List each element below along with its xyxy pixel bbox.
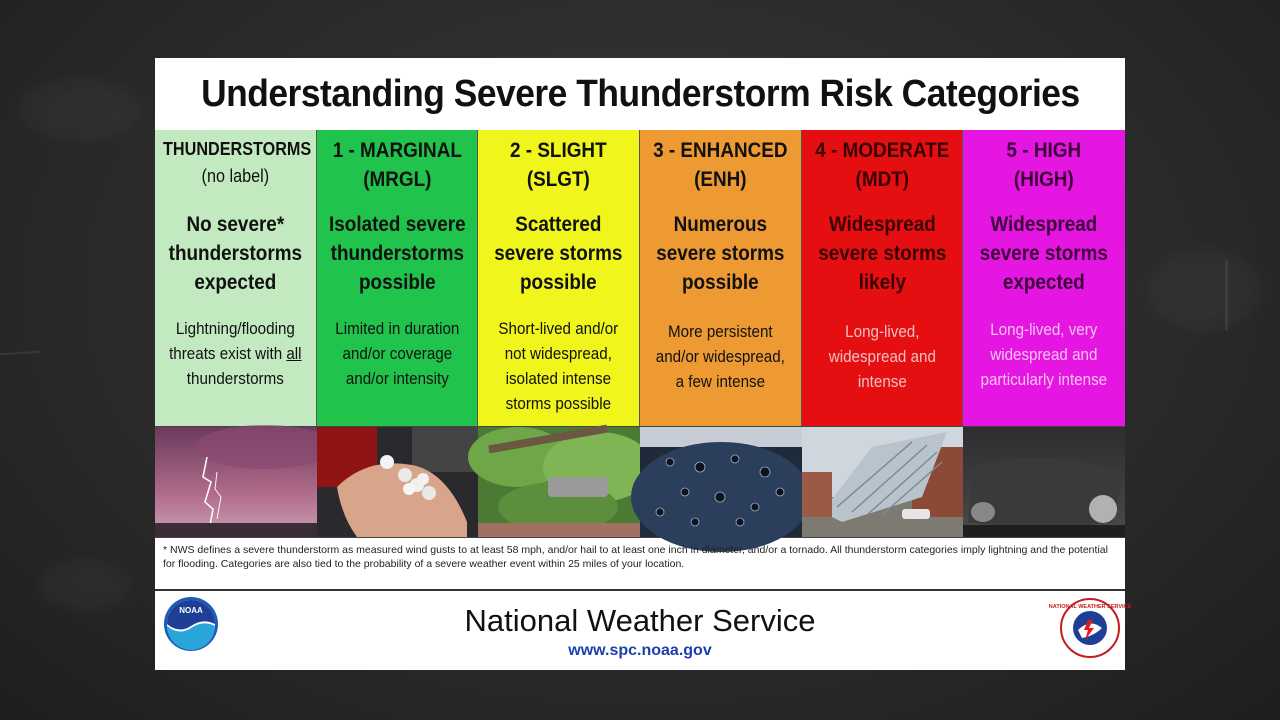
summary-line: severe storms bbox=[817, 242, 947, 265]
heading-line: 5 - HIGH bbox=[1006, 139, 1082, 162]
desc-line: Long-lived, bbox=[844, 323, 920, 341]
summary-line: likely bbox=[858, 271, 906, 294]
category-summary bbox=[163, 210, 308, 297]
heading-line: 3 - ENHANCED bbox=[653, 139, 788, 162]
heading-line: (ENH) bbox=[694, 168, 747, 191]
nws-logo bbox=[1048, 598, 1132, 658]
risk-category-card bbox=[155, 58, 1132, 670]
category-summary bbox=[325, 210, 470, 297]
desc-line: and/or coverage bbox=[342, 345, 452, 363]
website-link[interactable]: www.spc.noaa.gov bbox=[568, 642, 712, 659]
heading-line: (SLGT) bbox=[527, 168, 591, 191]
desc-line-part: threats exist with bbox=[169, 345, 287, 363]
category-description bbox=[808, 320, 956, 395]
category-slight bbox=[478, 130, 640, 426]
desc-line: a few intense bbox=[675, 373, 766, 391]
desc-line: particularly intense bbox=[980, 371, 1108, 389]
footnote: * NWS defines a severe thunderstorm as measured wind gusts to at least 58 mph, and/or hail to at least one inch in diameter, and/or a tornado. All thunderstorm categories imply lightning and the potential for flooding. Categories are also tied to the probability of a severe weather event within 25 miles of your location. bbox=[163, 544, 1108, 570]
heading-line: (no label) bbox=[201, 166, 270, 186]
noaa-logo-text: NOAA bbox=[179, 606, 203, 615]
desc-line: Long-lived, very bbox=[990, 321, 1098, 339]
category-description bbox=[970, 318, 1119, 393]
summary-line: severe storms bbox=[656, 242, 785, 265]
desc-line: More persistent bbox=[667, 323, 773, 341]
category-heading bbox=[810, 136, 955, 194]
chalk-mark bbox=[0, 351, 40, 356]
chalk-smudge bbox=[1150, 250, 1260, 330]
page-title: Understanding Severe Thunderstorm Risk Categories bbox=[200, 72, 1080, 115]
desc-line: isolated intense bbox=[505, 370, 612, 388]
summary-line: expected bbox=[1003, 271, 1086, 294]
category-heading bbox=[486, 136, 631, 194]
category-moderate bbox=[802, 130, 964, 426]
category-marginal bbox=[317, 130, 479, 426]
summary-line: Widespread bbox=[990, 213, 1098, 236]
hail-in-hand-photo bbox=[317, 427, 479, 537]
summary-line: expected bbox=[194, 271, 277, 294]
chalk-smudge bbox=[40, 560, 130, 610]
desc-line: intense bbox=[857, 373, 907, 391]
category-heading bbox=[648, 136, 793, 194]
summary-line: possible bbox=[681, 271, 759, 294]
tornado-photo bbox=[963, 427, 1125, 537]
desc-line: Limited in duration bbox=[334, 320, 459, 338]
summary-line: Isolated severe bbox=[328, 213, 466, 236]
heading-line: 4 - MODERATE bbox=[814, 139, 949, 162]
desc-line bbox=[161, 342, 309, 367]
desc-line: widespread and bbox=[990, 346, 1098, 364]
category-description bbox=[323, 317, 471, 392]
wind-damaged-building-photo bbox=[802, 427, 964, 537]
lightning-photo bbox=[155, 427, 317, 537]
heading-line: (HIGH) bbox=[1014, 168, 1075, 191]
desc-line: thunderstorms bbox=[186, 370, 284, 388]
desc-line: and/or widespread, bbox=[655, 348, 785, 366]
summary-line: Scattered bbox=[515, 213, 602, 236]
summary-line: severe storms bbox=[980, 242, 1109, 265]
category-description bbox=[485, 317, 633, 417]
category-description bbox=[161, 317, 309, 392]
category-high bbox=[963, 130, 1125, 426]
heading-line: THUNDERSTORMS bbox=[163, 139, 312, 159]
category-summary bbox=[810, 210, 955, 297]
heading-line: (MRGL) bbox=[362, 168, 432, 191]
category-heading bbox=[971, 136, 1116, 194]
summary-line: possible bbox=[520, 271, 597, 294]
category-summary bbox=[648, 210, 793, 297]
summary-line: No severe* bbox=[186, 213, 285, 236]
summary-line: possible bbox=[358, 271, 436, 294]
heading-line: (MDT) bbox=[855, 168, 909, 191]
chalk-mark bbox=[1225, 260, 1228, 330]
divider bbox=[155, 589, 1125, 591]
desc-underlined: all bbox=[286, 345, 302, 363]
category-grid bbox=[155, 130, 1125, 426]
desc-line: storms possible bbox=[505, 395, 612, 413]
category-summary bbox=[971, 210, 1116, 297]
summary-line: thunderstorms bbox=[330, 242, 464, 265]
desc-line: and/or intensity bbox=[345, 370, 449, 388]
category-description bbox=[646, 320, 794, 395]
category-enhanced bbox=[640, 130, 802, 426]
fallen-tree-photo bbox=[478, 427, 640, 537]
category-thunderstorms bbox=[155, 130, 317, 426]
category-heading bbox=[325, 136, 470, 194]
category-summary bbox=[486, 210, 631, 297]
heading-line: 1 - MARGINAL bbox=[332, 139, 462, 162]
organization-name: National Weather Service bbox=[464, 603, 816, 638]
hail-damaged-car-photo bbox=[640, 427, 802, 537]
heading-line: 2 - SLIGHT bbox=[510, 139, 607, 162]
summary-line: severe storms bbox=[494, 242, 623, 265]
summary-line: Numerous bbox=[673, 213, 768, 236]
title-bar bbox=[155, 58, 1125, 130]
category-heading bbox=[163, 136, 312, 190]
nws-logo-text: NATIONAL WEATHER SERVICE bbox=[1048, 604, 1132, 610]
summary-line: thunderstorms bbox=[168, 242, 303, 265]
desc-line: widespread and bbox=[828, 348, 936, 366]
chalk-smudge bbox=[20, 80, 140, 140]
desc-line: not widespread, bbox=[505, 345, 613, 363]
photo-strip bbox=[155, 426, 1125, 538]
desc-line: Lightning/flooding bbox=[175, 320, 295, 338]
summary-line: Widespread bbox=[828, 213, 936, 236]
desc-line: Short-lived and/or bbox=[498, 320, 619, 338]
